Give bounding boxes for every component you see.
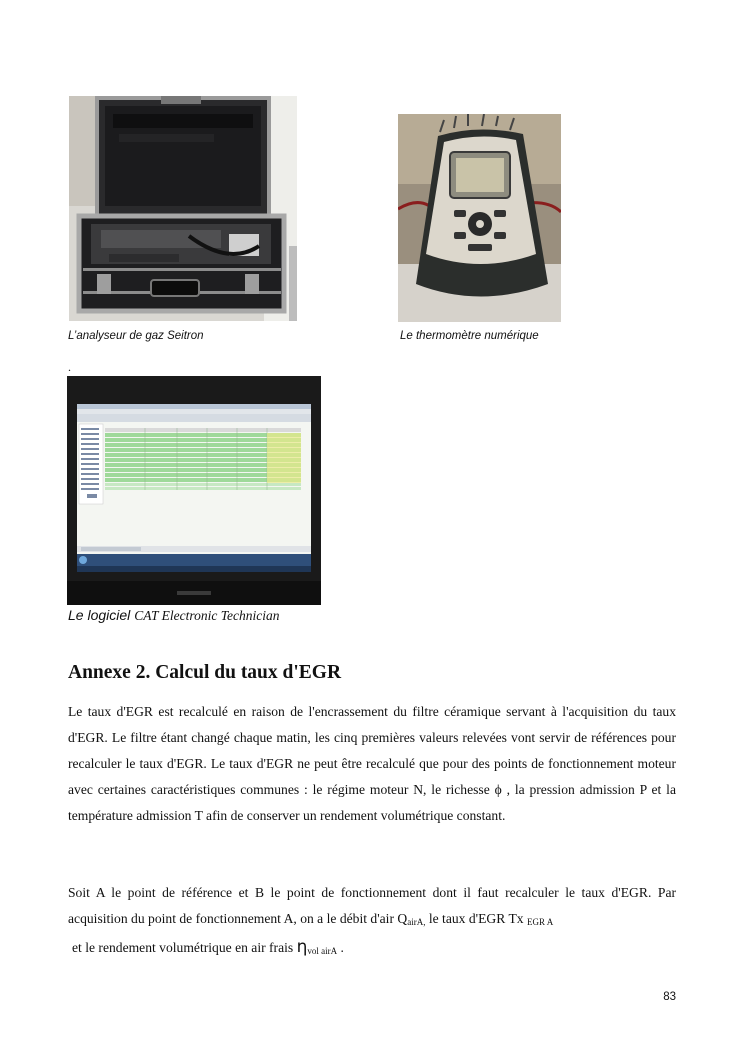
thermometer-caption: Le thermomètre numérique — [400, 330, 539, 342]
paragraph-2-mid: le taux d'EGR Tx — [425, 911, 527, 926]
software-caption-part2: CAT Electronic Technician — [134, 608, 280, 623]
software-photo — [67, 376, 321, 605]
section-heading: Annexe 2. Calcul du taux d'EGR — [68, 662, 342, 683]
gas-analyzer-photo — [69, 96, 297, 321]
thermometer-photo — [398, 114, 561, 322]
line3-end: . — [337, 940, 344, 955]
paragraph-2-text: Soit A le point de référence et B le point de fonctionnement dont il faut recalculer le taux d'EGR. Par acquisition du point de fonctionnement A, on a le débit d'air Q — [68, 885, 676, 926]
paragraph-2-line3 — [72, 937, 344, 957]
tx-subscript: EGR A — [526, 917, 554, 927]
eta-subscript: vol airA — [307, 946, 338, 956]
software-caption-part1: Le logiciel — [68, 607, 131, 623]
paragraph-2 — [68, 880, 676, 935]
paragraph-1: Le taux d'EGR est recalculé en raison de l'encrassement du filtre céramique servant à l'acquisition du taux d'EGR. Le filtre étant changé chaque matin, les cinq premières valeurs relevées vont servir de références pour recalculer le taux d'EGR. Le taux d'EGR ne peut être recalculé que pour des points de fonctionnement moteur avec certaines caractéristiques communes : le régime moteur N, le richesse ϕ , la pression admission P et la température admission T afin de conserver un rendement volumétrique constant. — [68, 704, 676, 823]
page-number: 83 — [663, 991, 676, 1003]
gas-analyzer-caption: L’analyseur de gaz Seitron — [68, 330, 204, 342]
software-caption — [68, 607, 280, 625]
line3-start: et le rendement volumétrique en air frais — [72, 940, 297, 955]
stray-mark: . — [68, 360, 71, 374]
q-subscript: airA, — [407, 917, 426, 927]
eta-symbol: η — [296, 937, 308, 957]
